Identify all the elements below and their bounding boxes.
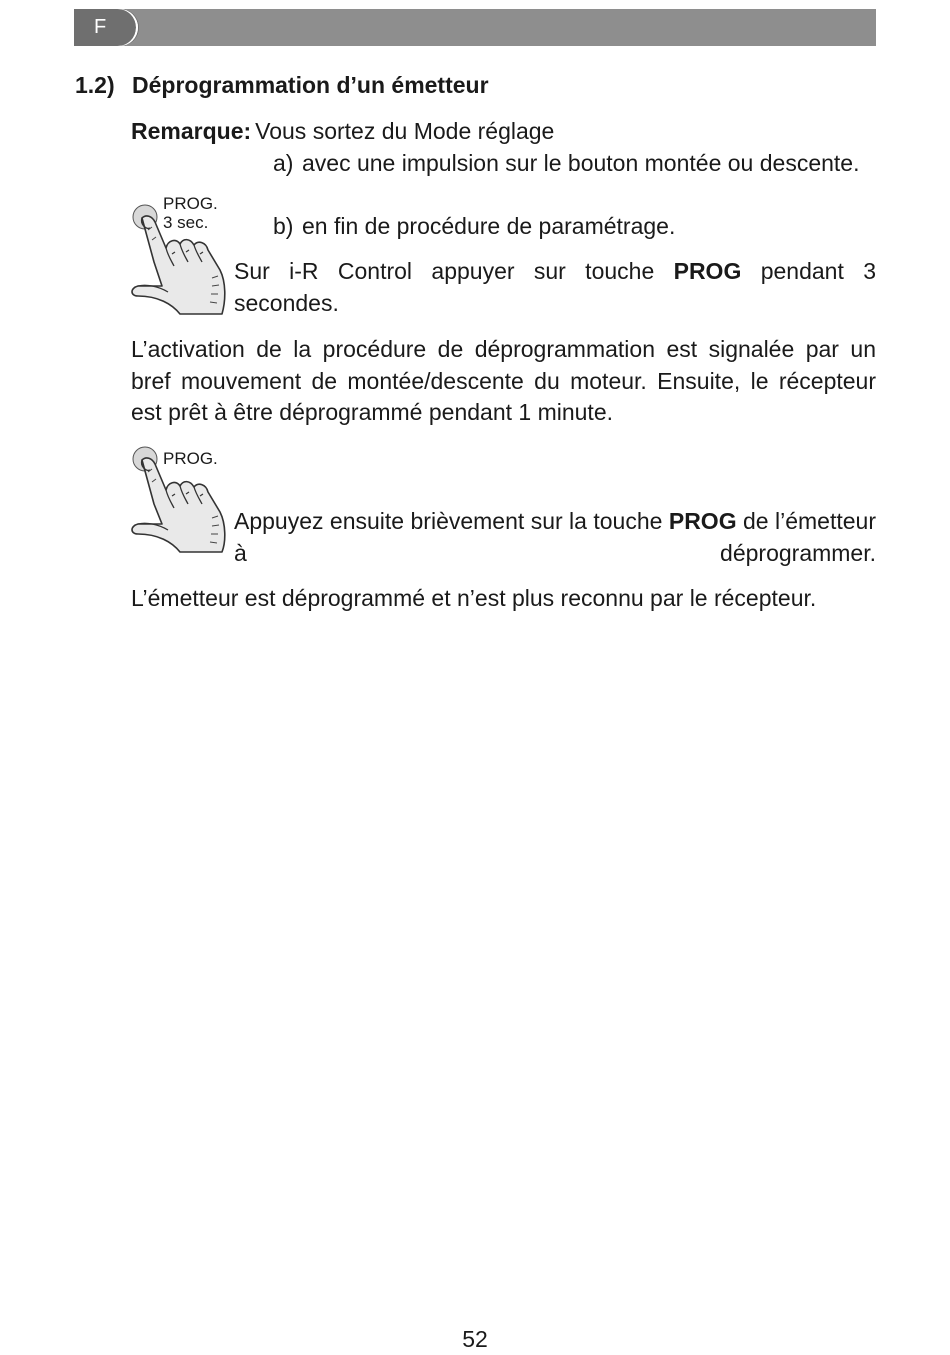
paragraph-result: L’émetteur est déprogrammé et n’est plus reconnu par le récepteur. (131, 585, 817, 611)
section-number: 1.2) (75, 72, 115, 98)
step2-text-bold: PROG (668, 508, 737, 534)
paragraph-activation: L’activation de la procédure de déprogrammation est signalée par un bref mouvement de montée/descente du moteur. Ensuite, le récepteur est prêt à être déprogrammé pendant 1 minute. (131, 336, 876, 425)
list-item-text: en fin de procédure de paramétrage. (302, 213, 676, 239)
page-number: 52 (462, 1326, 488, 1352)
step1-text-line1 (234, 256, 876, 319)
remark-label: Remarque: (131, 118, 252, 144)
hand-pressing-button-icon (128, 200, 228, 316)
hand-pressing-button-icon (128, 442, 228, 558)
step2-text-after: de l’émetteur à déprogrammer. (234, 508, 876, 566)
hand-label-prog: PROG. (163, 449, 218, 468)
header-bar (74, 9, 876, 46)
hand-label-duration: 3 sec. (163, 213, 209, 232)
section-title-text: Déprogrammation d’un émetteur (132, 72, 489, 98)
step1-text-after: pendant 3 secondes. (234, 258, 876, 316)
remark-line (131, 116, 554, 148)
step2-text-before: Appuyez ensuite brièvement sur la touche (234, 508, 669, 534)
remark-item-b (273, 211, 876, 243)
section-title (75, 71, 489, 99)
hand-label-prog: PROG. (163, 194, 218, 213)
step1-text-bold: PROG (673, 258, 742, 284)
list-item-text: avec une impulsion sur le bouton montée ou descente. (302, 150, 860, 176)
step2-text-line1 (234, 506, 876, 569)
remark-text: Vous sortez du Mode réglage (255, 118, 555, 144)
step1-text-before: Sur i-R Control appuyer sur touche (234, 258, 674, 284)
list-marker: b) (273, 213, 294, 239)
remark-item-a (273, 148, 876, 212)
list-marker: a) (273, 150, 294, 176)
language-tab-label: F (94, 16, 107, 38)
